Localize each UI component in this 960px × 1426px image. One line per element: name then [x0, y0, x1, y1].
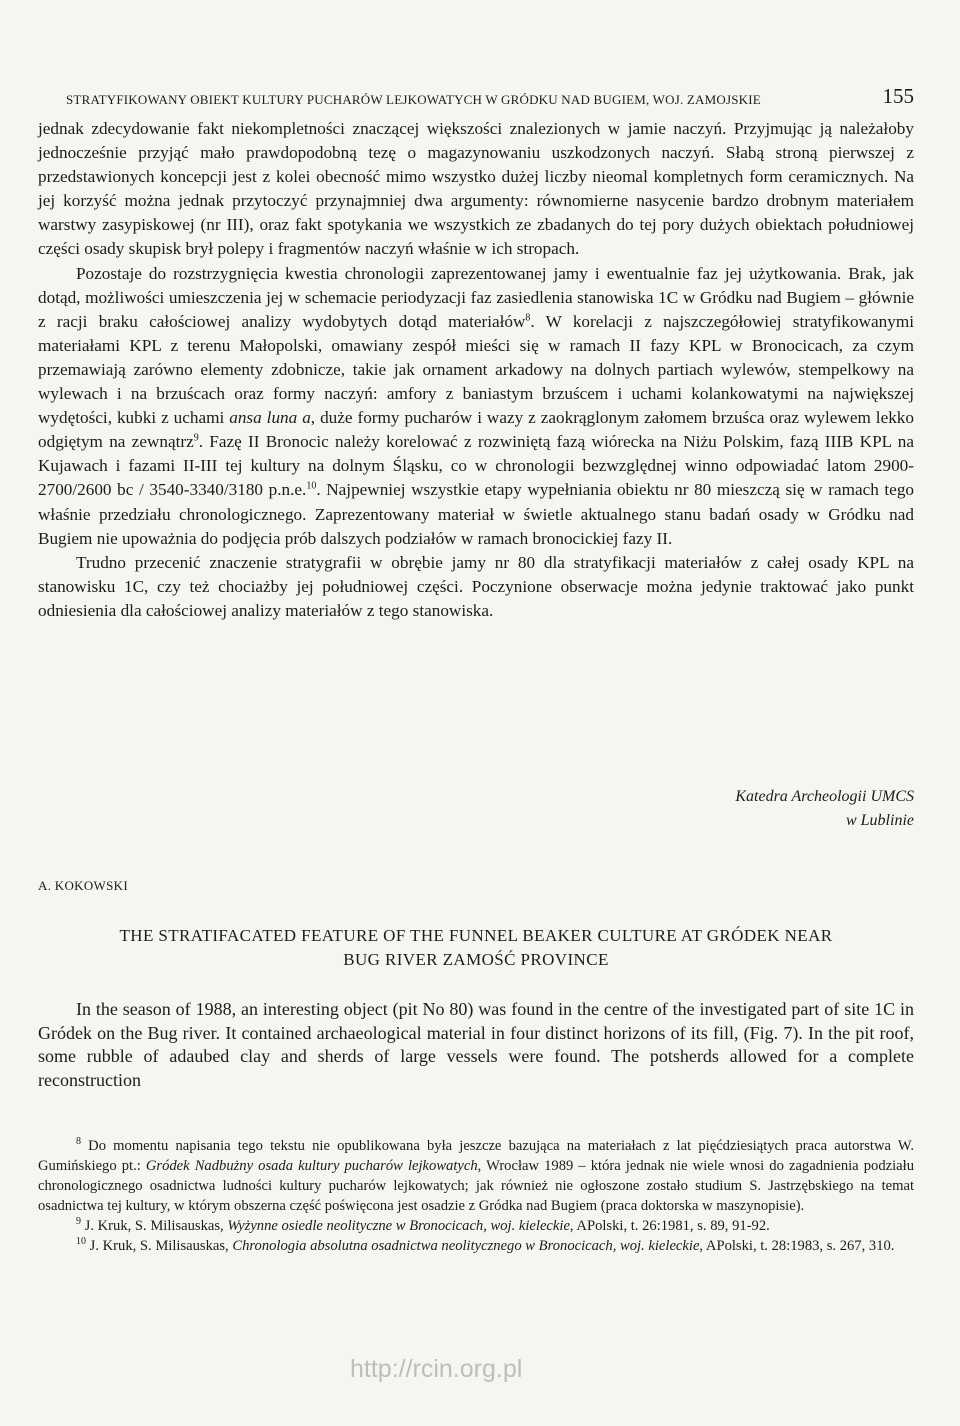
text-run: , APolski, t. 26:1981, s. 89, 91-92. — [569, 1218, 770, 1234]
footnote-ref: 8 — [525, 312, 531, 324]
footnote-ref: 9 — [193, 432, 199, 444]
affiliation-line: Katedra Archeologii UMCS — [735, 788, 914, 805]
text-run: . W korelacji z najszczegółowiej stratyfikowanymi materiałami KPL z terenu Małopolski, omawiany zespół mieści się w ramach II fazy KPL w Bronocicach, za czym przemawiają zarówno elementy zdobnicze, takie jak ornament arkadowy na dolnych partiach wylewów, stempelkowy na wylewach i na brzuścach oraz formy naczyń: amfory z baniastym brzuścem i uchami kolankowatymi na największej wydętości, kubki z uchami — [38, 311, 914, 428]
text-run: Do momentu napisania tego tekstu nie opublikowana była jeszcze bazująca na materiałach z lat pięćdziesiątych praca autorstwa W. Gumińskiego pt.: — [38, 1138, 914, 1174]
footnote-number: 8 — [76, 1136, 81, 1148]
text-run: J. Kruk, S. Milisauskas, — [81, 1218, 228, 1234]
page-header — [38, 84, 914, 112]
summary-title — [38, 924, 914, 972]
document-page — [38, 0, 914, 1426]
footnote-ref: 10 — [306, 480, 317, 492]
paragraph: Trudno przecenić znaczenie stratygrafii w obrębie jamy nr 80 dla stratyfikacji materiałów z całej osady KPL na stanowisku 1C, czy też chociażby jej południowej części. Poczynione obserwacje można jedynie traktować jako punkt odniesienia dla całościowej analizy materiałów z tego stanowiska. — [38, 552, 914, 620]
footnote-number: 10 — [76, 1236, 86, 1248]
citation-title: Chronologia absolutna osadnictwa neolitycznego w Bronocicach, woj. kieleckie — [232, 1238, 700, 1254]
paragraph: jednak zdecydowanie fakt niekompletności znaczącej większości znalezionych w jamie naczyń. Przyjmując ją należałoby jednocześnie przyjąć mało prawdopodobną tezę o magazynowaniu uszkodzonych naczyń. Słabą stroną pierwszej z przedstawionych koncepcji jest z kolei obecność mimo wszystko dużej liczby nieomal kompletnych form ceramicznych. Na jej korzyść można jednak przytoczyć przynajmniej dwa argumenty: równomierne nasycenie bardzo drobnym materiałem warstwy zasypiskowej (nr III), oraz fakt spotykania we wszystkich ze zbadanych do tej pory dużych obiektach południowej części osady skupisk brył polepy i fragmentów naczyń właśnie w ich stropach. — [38, 119, 914, 259]
page-number: 155 — [882, 84, 914, 108]
watermark-url: http://rcin.org.pl — [350, 1355, 523, 1383]
affiliation-city: w Lublinie — [845, 812, 914, 829]
footnote — [38, 1136, 914, 1216]
text-run: J. Kruk, S. Milisauskas, — [86, 1238, 233, 1254]
text-run: Pozostaje do rozstrzygnięcia kwestia chronologii zaprezentowanej jamy i ewentualnie faz jej użytkowania. Brak, jak dotąd, możliwości umieszczenia jej w schemacie periodyzacji faz zasiedlenia stanowiska 1C w Gródku nad Bugiem – głównie z racji braku całościowej analizy wydobytych dotąd materiałów — [38, 263, 914, 331]
footnotes — [38, 1136, 914, 1256]
term-italic: ansa luna a — [229, 408, 311, 428]
summary-title-line: BUG RIVER ZAMOŚĆ PROVINCE — [343, 950, 609, 969]
article-body — [38, 117, 914, 623]
footnote — [38, 1236, 914, 1256]
text-run: , APolski, t. 28:1983, s. 267, 310. — [699, 1238, 895, 1254]
running-head: STRATYFIKOWANY OBIEKT KULTURY PUCHARÓW LEJKOWATYCH W GRÓDKU NAD BUGIEM, WOJ. ZAMOJSKIE — [66, 92, 761, 107]
citation-title: Gródek Nadbużny osada kultury pucharów lejkowatych — [145, 1158, 478, 1174]
summary-author: A. KOKOWSKI — [38, 878, 128, 893]
text-run: , duże formy pucharów i wazy z zaokrąglonym załomem brzuśca oraz wylewem lekko odgiętym na zewnątrz — [38, 408, 914, 452]
text-run: , Wrocław 1989 – która jednak nie wiele wnosi do zagadnienia podziału chronologicznego osadnictwa ludności kultury pucharów lejkowatych; jak również nie ogłoszone zostało studium S. Jastrzębskiego na temat osadnictwa tej kultury, w którym obszerna część poświęcona jest osadzie z Gródka nad Bugiem (praca doktorska w maszynopisie). — [38, 1158, 914, 1214]
citation-title: Wyżynne osiedle neolityczne w Bronocicach, woj. kieleckie — [227, 1218, 570, 1234]
summary-body — [38, 998, 914, 1092]
paragraph — [38, 262, 914, 551]
text-run: . Fazę II Bronocic należy korelować z rozwiniętą fazą wiórecka na Niżu Polskim, fazą IIIB KPL na Kujawach i fazami II-III tej kultury na dolnym Śląsku, co w chronologii bezwzględnej winno odpowiadać latom 2900-2700/2600 bc / 3540-3340/3180 p.n.e. — [38, 432, 914, 500]
footnote — [38, 1216, 914, 1236]
summary-title-line: THE STRATIFACATED FEATURE OF THE FUNNEL BEAKER CULTURE AT GRÓDEK NEAR — [119, 926, 833, 945]
summary-paragraph: In the season of 1988, an interesting object (pit No 80) was found in the centre of the investigated part of site 1C in Gródek on the Bug river. It contained archaeological material in four distinct horizons of its fill, (Fig. 7). In the pit roof, some rubble of adaubed clay and sherds of large vessels were found. The potsherds allowed for a complete reconstruction — [38, 999, 914, 1090]
footnote-number: 9 — [76, 1216, 81, 1228]
text-run: . Najpewniej wszystkie etapy wypełniania obiektu nr 80 mieszczą się w ramach tego właśnie przedziału chronologicznego. Zaprezentowany materiał w świetle aktualnego stanu badań osady w Gródku nad Bugiem nie upoważnia do podjęcia prób dalszych podziałów w ramach bronocickiej fazy II. — [38, 480, 915, 548]
